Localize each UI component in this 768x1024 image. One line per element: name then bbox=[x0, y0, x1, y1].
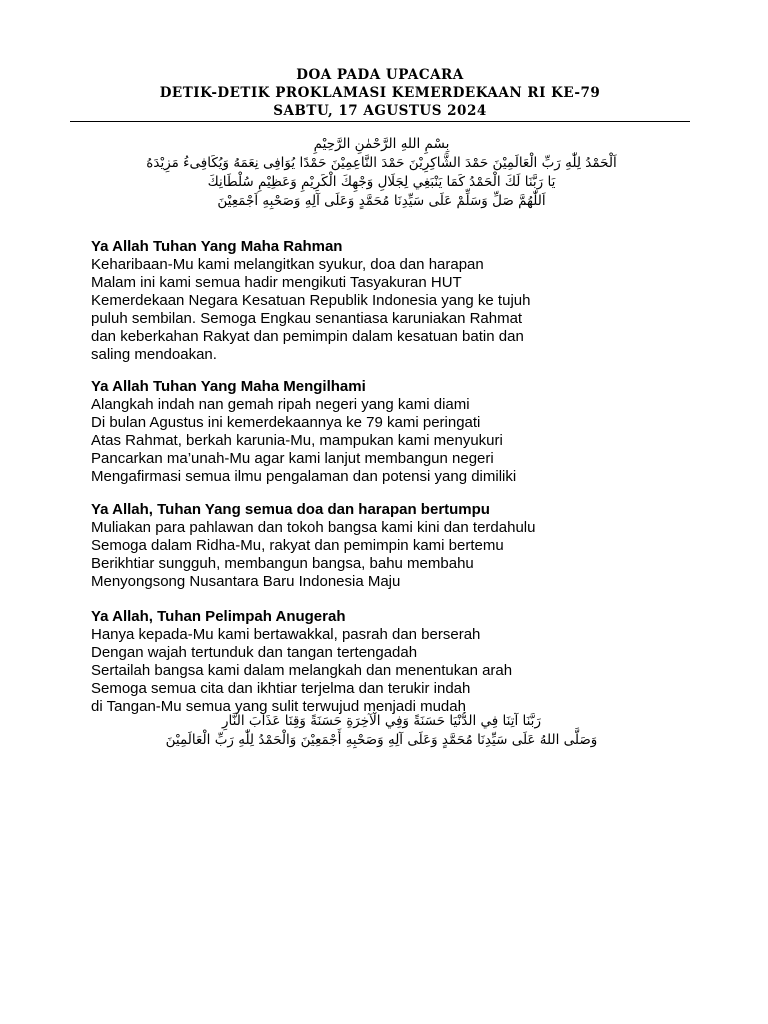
section-line: Berikhtiar sungguh, membangun bangsa, bahu membahu bbox=[91, 555, 474, 572]
section-line: Menyongsong Nusantara Baru Indonesia Maju bbox=[91, 573, 401, 590]
arabic-closing-line-1: رَبَّنَا آتِنَا فِي الدُّنْيَا حَسَنَةً وَفِي الْآخِرَةِ حَسَنَةً وَقِنَا عَذَابَ النَّارِ bbox=[222, 713, 541, 729]
section-line: dan keberkahan Rakyat dan pemimpin dalam kesatuan batin dan bbox=[91, 328, 524, 345]
section-line: Malam ini kami semua hadir mengikuti Tasyakuran HUT bbox=[91, 274, 462, 291]
section-line: di Tangan-Mu semua yang sulit terwujud menjadi mudah bbox=[91, 698, 466, 715]
arabic-opening-line-1: بِسْمِ اللهِ الرَّحْمٰنِ الرَّحِيْمِ bbox=[313, 136, 450, 152]
section-line: Keharibaan-Mu kami melangitkan syukur, doa dan harapan bbox=[91, 256, 484, 273]
section-line: Dengan wajah tertunduk dan tangan tertengadah bbox=[91, 644, 418, 661]
section-line: Hanya kepada-Mu kami bertawakkal, pasrah dan berserah bbox=[91, 626, 481, 643]
arabic-opening-prayer bbox=[75, 135, 688, 211]
section-line: Mengafirmasi semua ilmu pengalaman dan potensi yang dimiliki bbox=[91, 468, 517, 485]
section-line: Kemerdekaan Negara Kesatuan Republik Indonesia yang ke tujuh bbox=[91, 292, 531, 309]
section-heading: Ya Allah, Tuhan Pelimpah Anugerah bbox=[91, 608, 346, 625]
section-line: Pancarkan ma’unah-Mu agar kami lanjut membangun negeri bbox=[91, 450, 494, 467]
title-line-1: DOA PADA UPACARA bbox=[296, 67, 464, 83]
title-line-2: DETIK-DETIK PROKLAMASI KEMERDEKAAN RI KE-79 bbox=[159, 85, 601, 101]
prayer-section-2 bbox=[91, 378, 708, 486]
section-heading: Ya Allah Tuhan Yang Maha Mengilhami bbox=[91, 378, 366, 395]
prayer-section-3 bbox=[91, 501, 708, 591]
section-line: Atas Rahmat, berkah karunia-Mu, mampukan kami menyukuri bbox=[91, 432, 503, 449]
arabic-opening-line-4: اَللّٰهُمَّ صَلِّ وَسَلِّمْ عَلَى سَيِّدِنَا مُحَمَّدٍ وَعَلَى آلِهِ وَصَحْبِهِ اَجْمَعِيْنَ bbox=[217, 193, 546, 209]
section-line: Semoga dalam Ridha-Mu, rakyat dan pemimpin kami bertemu bbox=[91, 537, 504, 554]
section-heading: Ya Allah Tuhan Yang Maha Rahman bbox=[91, 238, 343, 255]
arabic-closing-prayer bbox=[75, 712, 688, 750]
title-line-3: SABTU, 17 AGUSTUS 2024 bbox=[273, 103, 487, 119]
section-line: saling mendoakan. bbox=[91, 346, 217, 363]
section-line: Sertailah bangsa kami dalam melangkah dan menentukan arah bbox=[91, 662, 513, 679]
prayer-section-1 bbox=[91, 238, 708, 364]
title-divider bbox=[70, 121, 690, 122]
section-line: Semoga semua cita dan ikhtiar terjelma dan terukir indah bbox=[91, 680, 471, 697]
arabic-closing-line-2: وَصَلَّى اللهُ عَلَى سَيِّدِنَا مُحَمَّدٍ وَعَلَى آلِهِ وَصَحْبِهِ أَجْمَعِيْنَ وَالْحَمْدُ لِلّٰهِ رَبِّ الْعَالَمِيْنَ bbox=[165, 732, 598, 748]
section-heading: Ya Allah, Tuhan Yang semua doa dan harapan bertumpu bbox=[91, 501, 490, 518]
section-line: Di bulan Agustus ini kemerdekaannya ke 79 kami peringati bbox=[91, 414, 481, 431]
document-title bbox=[70, 66, 690, 120]
prayer-section-4 bbox=[91, 608, 708, 716]
section-line: puluh sembilan. Semoga Engkau senantiasa karuniakan Rahmat bbox=[91, 310, 523, 327]
arabic-opening-line-3: يَا رَبَّنَا لَكَ الْحَمْدُ كَمَا يَنْبَغِي لِجَلَالِ وَجْهِكَ الْكَرِيْمِ وَعَظِيْمِ سُلْطَانِكَ bbox=[207, 174, 556, 190]
arabic-opening-line-2: اَلْحَمْدُ لِلّٰهِ رَبِّ الْعَالَمِيْنَ حَمْدَ الشَّاكِرِيْنَ حَمْدَ النَّاعِمِيْنَ حَمْدًا يُوَافِى نِعَمَهُ وَيُكَافِىءُ مَزِيْدَهُ bbox=[146, 155, 617, 171]
section-line: Alangkah indah nan gemah ripah negeri yang kami diami bbox=[91, 396, 470, 413]
section-line: Muliakan para pahlawan dan tokoh bangsa kami kini dan terdahulu bbox=[91, 519, 536, 536]
